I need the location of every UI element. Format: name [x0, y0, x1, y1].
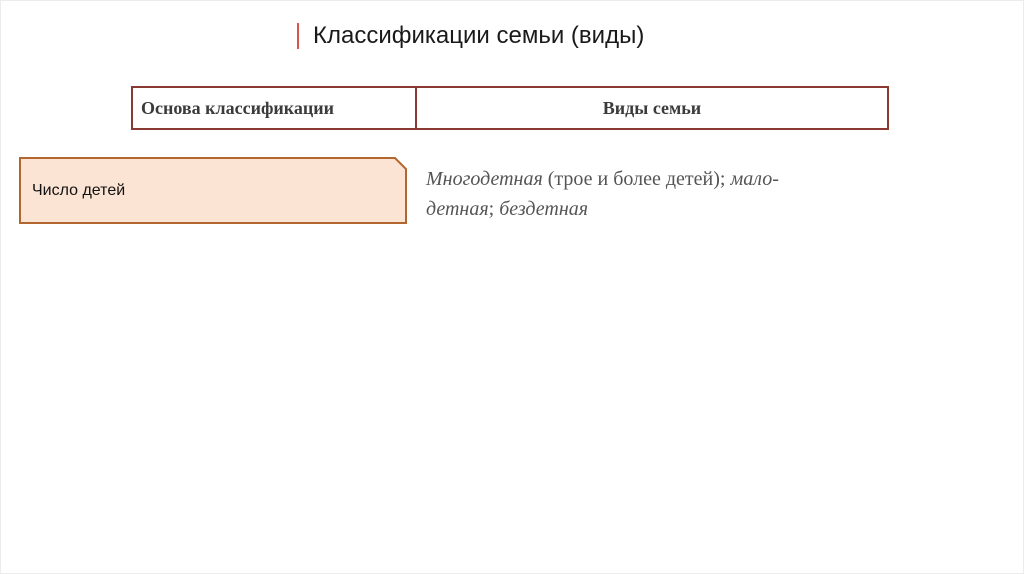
- row-label-box: [19, 157, 407, 224]
- slide-header: [297, 18, 644, 54]
- title-accent-bar: [297, 23, 299, 49]
- header-types: Виды семьи: [602, 97, 702, 118]
- row-value-line-1: [426, 164, 926, 194]
- slide-title: Классификации семьи (виды): [313, 22, 645, 49]
- header-basis: Основа классификации: [133, 88, 417, 128]
- row-label-text: Число детей: [32, 181, 126, 199]
- value-separator: ;: [488, 198, 500, 220]
- row-value-line-2: [426, 194, 926, 224]
- value-childless: бездетная: [499, 198, 589, 220]
- value-few-children-part2: детная: [426, 198, 489, 220]
- value-many-children: Многодетная: [426, 168, 543, 190]
- value-many-children-note: (трое и более детей);: [542, 168, 731, 190]
- classification-table-header: [131, 86, 889, 130]
- row-value: [426, 164, 926, 224]
- value-few-children-part1: мало-: [730, 168, 779, 190]
